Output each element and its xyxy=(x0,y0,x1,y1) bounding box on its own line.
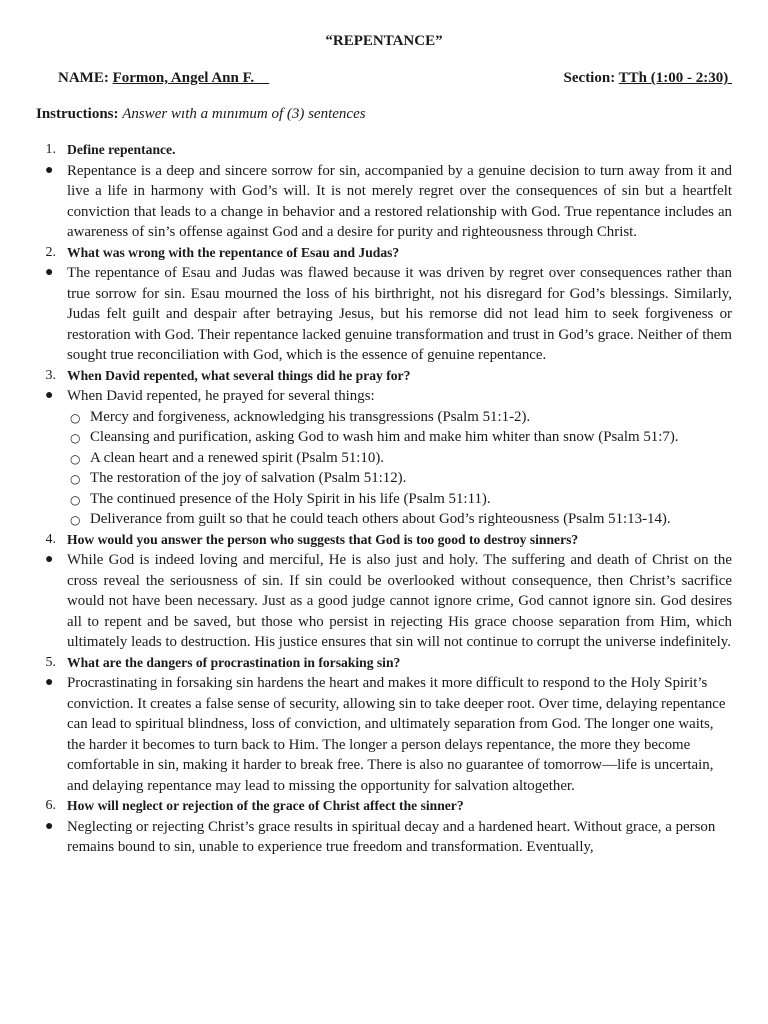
sub-item xyxy=(36,468,732,489)
answer-text: When David repented, he prayed for several things: xyxy=(67,388,375,404)
answer-3 xyxy=(36,386,732,407)
question-4 xyxy=(36,530,732,551)
answer-1 xyxy=(36,161,732,243)
question-text: What are the dangers of procrastination in forsaking sin? xyxy=(67,654,401,670)
sub-item xyxy=(36,489,732,510)
answer-5 xyxy=(36,673,732,796)
question-3 xyxy=(36,366,732,387)
circle-bullet-icon: ○ xyxy=(70,451,81,466)
circle-bullet-icon: ○ xyxy=(70,431,81,445)
answer-text: Procrastinating in forsaking sin hardens the heart and makes it more difficult to respond to the Holy Spirit’s conviction. It creates a false sense of security, allowing sin to take deeper root. Over time, delaying repentance can lead to spiritual blindness, loss of conviction, and ultimately separation from God. The longer one waits, the harder it becomes to turn back to Him. The longer a person delays repentance, the more they become comfortable in sin, making it harder to break free. There is also no guarantee of tomorrow—life is uncertain, and delaying repentance may lead to missing the opportunity for salvation altogether. xyxy=(67,675,726,794)
bullet-icon: ● xyxy=(45,818,54,834)
sub-item xyxy=(36,448,732,469)
sub-item-text: Cleansing and purification, asking God to wash him and make him whiter than snow (Psalm 51:7). xyxy=(90,429,679,445)
name-line xyxy=(58,70,269,87)
question-1 xyxy=(36,140,732,161)
circle-bullet-icon: ○ xyxy=(70,410,81,425)
question-text: What was wrong with the repentance of Esau and Judas? xyxy=(67,244,400,260)
bullet-icon: ● xyxy=(45,552,54,567)
answer-2 xyxy=(36,263,732,366)
sub-item xyxy=(36,407,732,428)
sub-item-text: Mercy and forgiveness, acknowledging his transgressions (Psalm 51:1-2). xyxy=(90,408,531,425)
question-number: 2. xyxy=(45,244,56,260)
bullet-icon: ● xyxy=(45,388,54,403)
page-title: “REPENTANCE” xyxy=(325,33,443,49)
question-number: 1. xyxy=(45,142,56,157)
section-label: Section: xyxy=(563,70,619,86)
sub-item xyxy=(36,509,732,530)
bullet-icon: ● xyxy=(45,265,54,280)
answer-text: While God is indeed loving and merciful, He is also just and holy. The suffering and death of Christ on the cross reveal the seriousness of sin. If sin could be overlooked without consequence, then Christ’s sacrifice would not have been necessary. Just as a good judge cannot ignore crime, God cannot ignore sin. God desires all to repent and be saved, but those who persist in rejecting His grace choose separation from Him, which ultimately leads to destruction. His justice ensures that sin will not continue to corrupt the universe indefinitely. xyxy=(67,552,732,650)
answer-text: Neglecting or rejecting Christ’s grace results in spiritual decay and a hardened heart. Without grace, a person remains bound to sin, unable to experience true freedom and transformation. Eventually, xyxy=(67,818,716,855)
instructions-label: Instructions: xyxy=(36,106,123,122)
question-6 xyxy=(36,796,732,817)
bullet-icon: ● xyxy=(45,675,54,690)
question-number: 6. xyxy=(45,798,56,813)
question-text: How would you answer the person who suggests that God is too good to destroy sinners? xyxy=(67,531,579,547)
question-text: How will neglect or rejection of the grace of Christ affect the sinner? xyxy=(67,798,464,813)
question-text: Define repentance. xyxy=(67,142,176,157)
sub-item xyxy=(36,427,732,448)
name-value: Formon, Angel Ann F. xyxy=(112,70,270,86)
sub-item-text: Deliverance from guilt so that he could teach others about God’s righteousness (Psalm 51:13-14). xyxy=(90,511,671,527)
answer-6 xyxy=(36,817,732,858)
circle-bullet-icon: ○ xyxy=(70,492,81,507)
circle-bullet-icon: ○ xyxy=(70,472,81,486)
section-value: TTh (1:00 - 2:30) xyxy=(618,70,732,86)
question-number: 5. xyxy=(45,654,56,670)
bullet-icon: ● xyxy=(45,162,54,178)
question-number: 4. xyxy=(45,531,56,547)
instructions-text: Answer wıth a mınımum of (3) sentences xyxy=(122,106,366,122)
question-list xyxy=(36,140,732,858)
sub-item-text: The continued presence of the Holy Spirit in his life (Psalm 51:11). xyxy=(90,490,491,507)
answer-text: Repentance is a deep and sincere sorrow for sin, accompanied by a genuine decision to turn away from it and live a life in harmony with God’s will. It is not merely regret over the consequences of sin but a heartfelt conviction that leads to a change in behavior and a restored relationship with God. True repentance includes an awareness of sin’s offense against God and a desire for purity and righteousness through Christ. xyxy=(67,162,732,240)
section-line xyxy=(564,70,732,87)
question-text: When David repented, what several things did he pray for? xyxy=(67,367,411,383)
answer-text: The repentance of Esau and Judas was flawed because it was driven by regret over consequences rather than true sorrow for sin. Esau mourned the loss of his birthright, not his disregard for God’s blessings. Similarly, Judas felt guilt and despair after betraying Jesus, but his remorse did not lead him to seek forgiveness or restoration with God. Their repentance lacked genuine transformation and trust in God’s grace. Neither of them sought true reconciliation with God, which is the essence of genuine repentance. xyxy=(67,265,732,363)
question-2 xyxy=(36,243,732,264)
sub-item-text: A clean heart and a renewed spirit (Psalm 51:10). xyxy=(90,449,384,466)
question-5 xyxy=(36,653,732,674)
instructions xyxy=(36,106,366,123)
question-number: 3. xyxy=(45,367,56,383)
answer-4 xyxy=(36,550,732,653)
name-label: NAME: xyxy=(58,70,113,86)
circle-bullet-icon: ○ xyxy=(70,513,81,527)
sub-item-text: The restoration of the joy of salvation (Psalm 51:12). xyxy=(90,470,407,486)
